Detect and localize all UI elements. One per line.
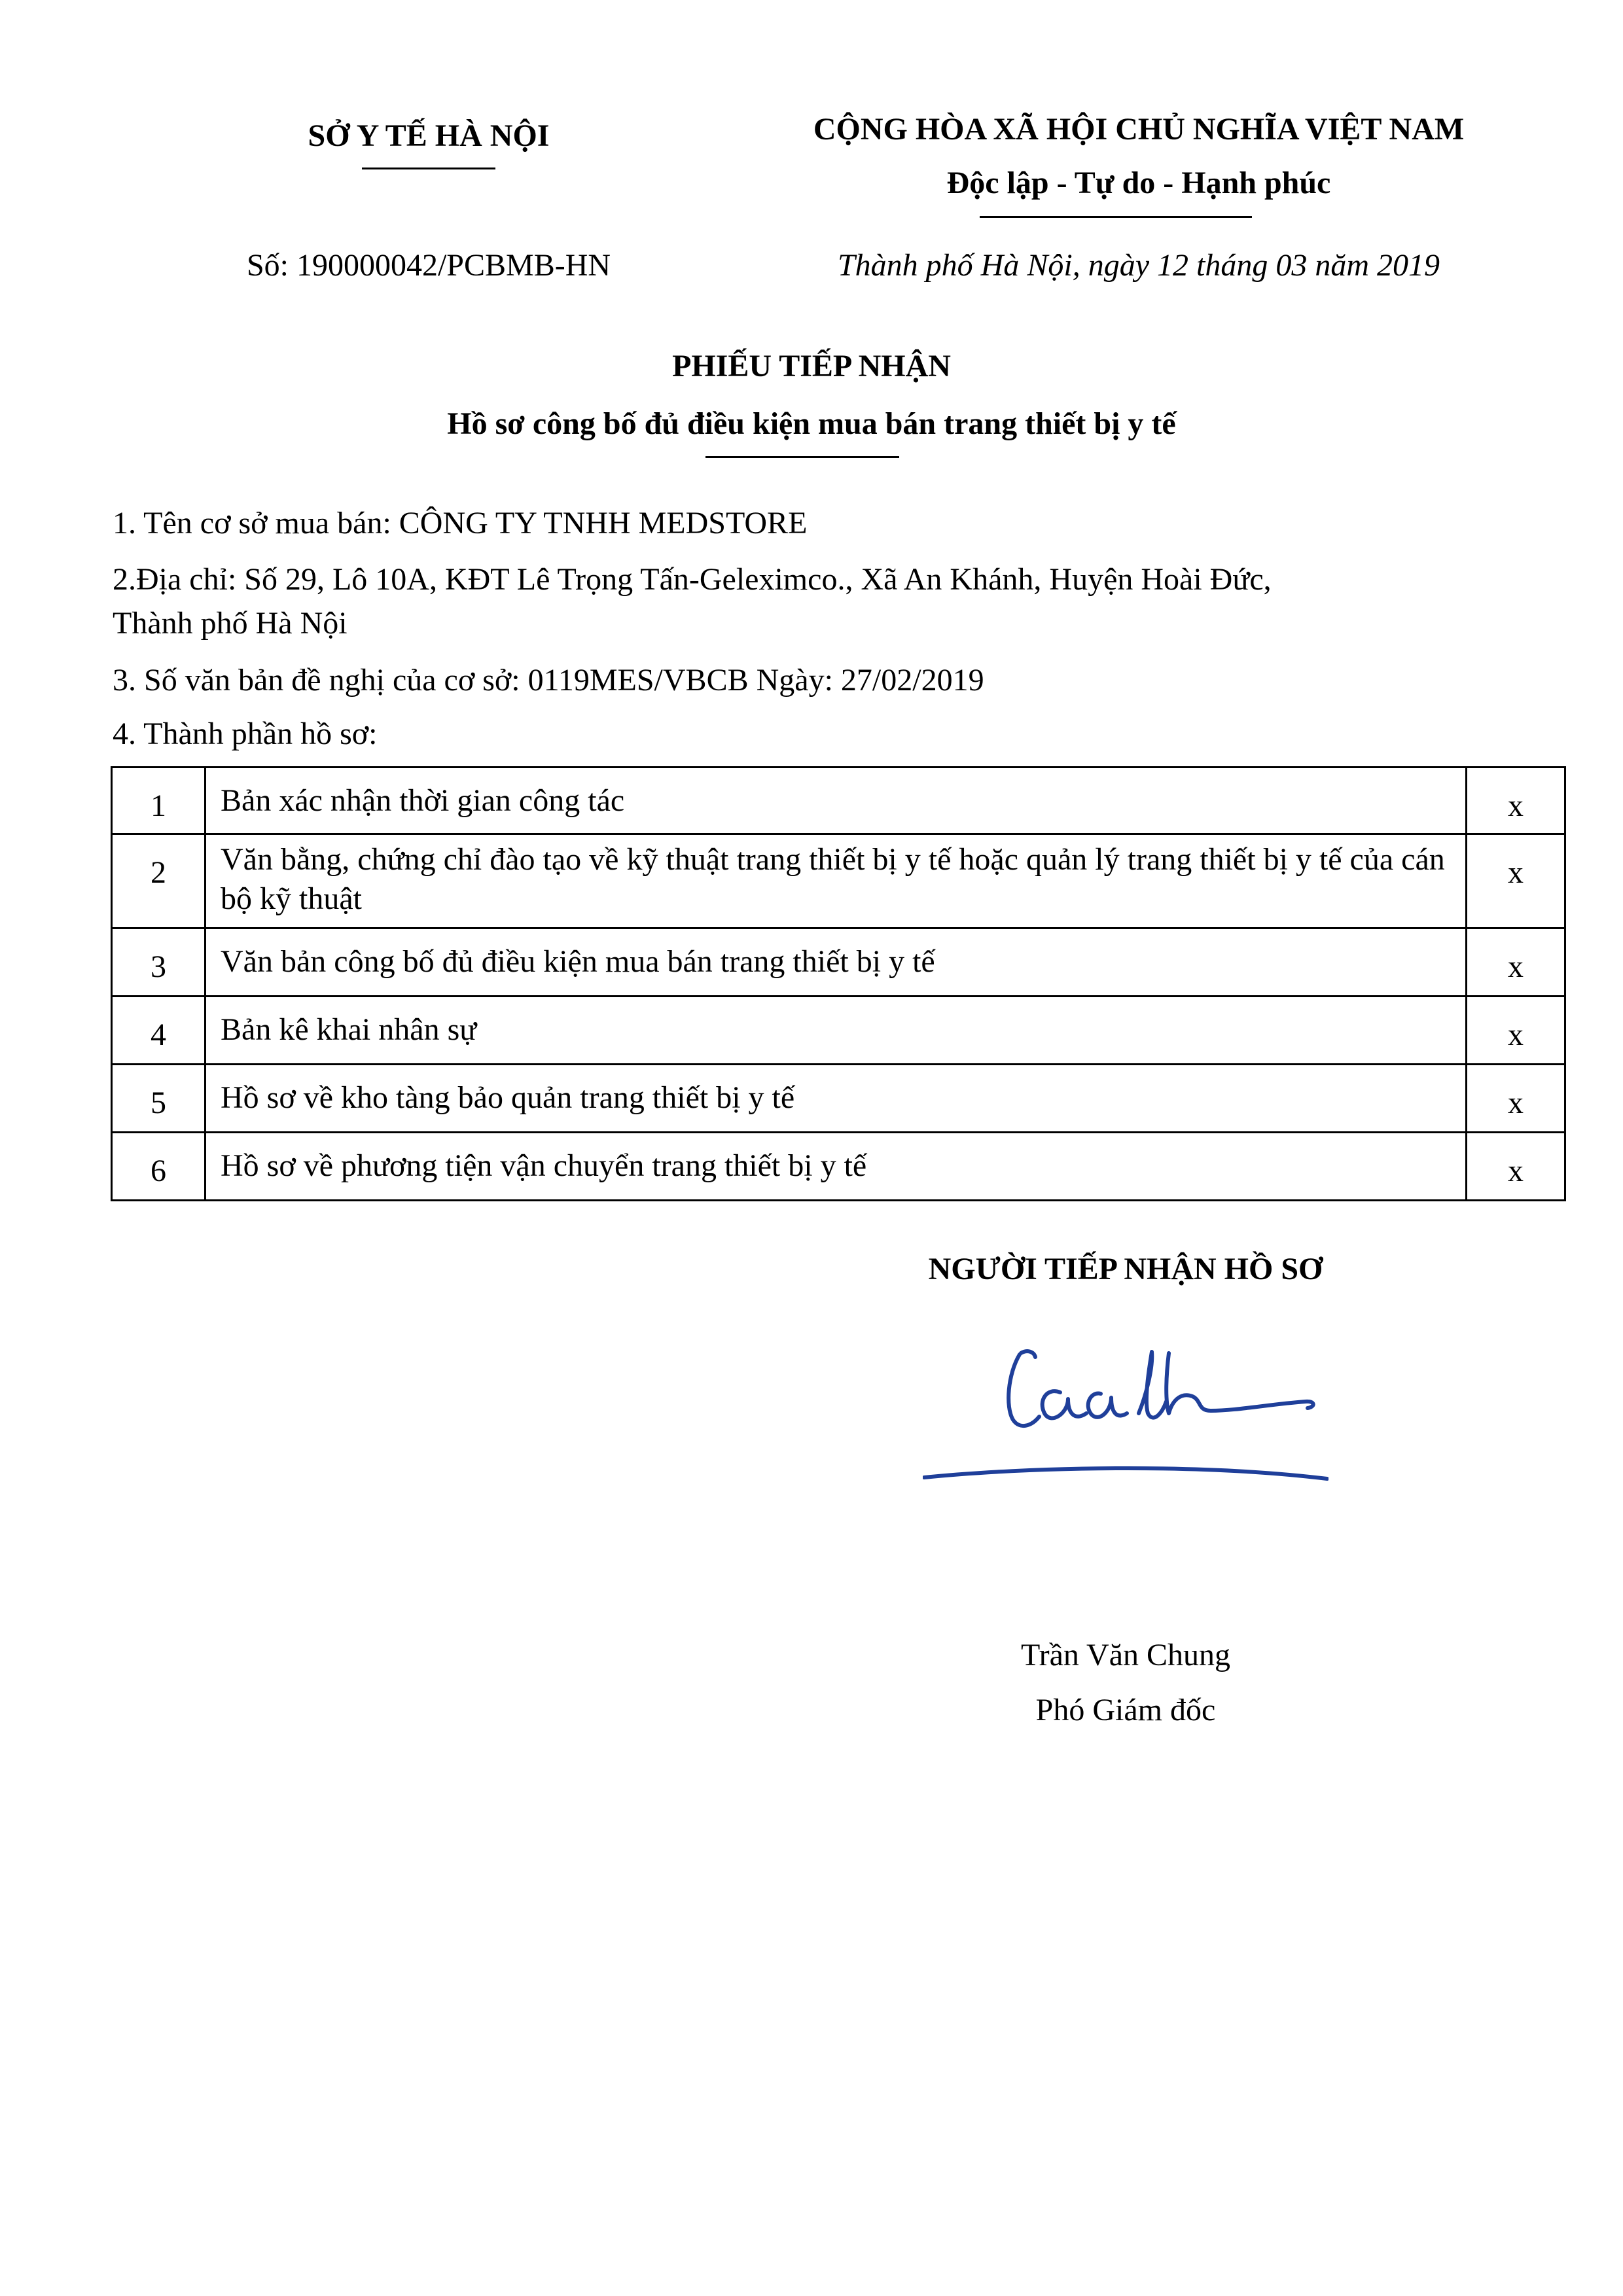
- document-subtitle: Hồ sơ công bố đủ điều kiện mua bán trang thiết bị y tế: [447, 406, 1176, 441]
- table-row: [112, 1133, 1565, 1201]
- table-row: [112, 834, 1565, 928]
- agency-underline: [362, 168, 495, 169]
- row-check-mark: x: [1467, 834, 1565, 928]
- request-document: 3. Số văn bản đề nghị của cơ sở: 0119MES/VBCB Ngày: 27/02/2019: [113, 663, 984, 698]
- document-date: Thành phố Hà Nội, ngày 12 tháng 03 năm 2019: [837, 248, 1440, 283]
- row-number: 5: [112, 1065, 205, 1133]
- row-check-mark: x: [1467, 1065, 1565, 1133]
- motto-underline: [980, 216, 1252, 218]
- signer-title: Phó Giám đốc: [1035, 1693, 1216, 1727]
- subtitle-underline: [705, 456, 899, 458]
- national-motto: Độc lập - Tự do - Hạnh phúc: [946, 166, 1331, 200]
- components-label: 4. Thành phần hồ sơ:: [113, 716, 378, 751]
- row-check-mark: x: [1467, 768, 1565, 834]
- table-row: [112, 1065, 1565, 1133]
- table-row: [112, 997, 1565, 1065]
- receiver-heading: NGƯỜI TIẾP NHẬN HỒ SƠ: [928, 1252, 1323, 1286]
- row-check-mark: x: [1467, 928, 1565, 997]
- row-number: 6: [112, 1133, 205, 1201]
- row-check-mark: x: [1467, 1133, 1565, 1201]
- row-check-mark: x: [1467, 997, 1565, 1065]
- table-row: [112, 768, 1565, 834]
- address-line-2: Thành phố Hà Nội: [113, 606, 348, 641]
- row-number: 2: [112, 834, 205, 928]
- signer-name: Trần Văn Chung: [1020, 1638, 1231, 1672]
- row-document-name: Văn bằng, chứng chỉ đào tạo về kỹ thuật trang thiết bị y tế hoặc quản lý trang thiết bị y tế của cán bộ kỹ thuật: [205, 834, 1467, 928]
- country-name: CỘNG HÒA XÃ HỘI CHỦ NGHĨA VIỆT NAM: [813, 112, 1465, 147]
- row-document-name: Văn bản công bố đủ điều kiện mua bán trang thiết bị y tế: [205, 928, 1467, 997]
- row-number: 4: [112, 997, 205, 1065]
- row-document-name: Bản kê khai nhân sự: [205, 997, 1467, 1065]
- documents-table: [111, 766, 1566, 1201]
- agency-name: SỞ Y TẾ HÀ NỘI: [308, 118, 550, 153]
- row-number: 3: [112, 928, 205, 997]
- handwritten-signature: [923, 1315, 1329, 1498]
- document-number: Số: 190000042/PCBMB-HN: [246, 248, 611, 283]
- table-row: [112, 928, 1565, 997]
- row-document-name: Hồ sơ về kho tàng bảo quản trang thiết bị y tế: [205, 1065, 1467, 1133]
- document-title: PHIẾU TIẾP NHẬN: [672, 349, 951, 383]
- row-number: 1: [112, 768, 205, 834]
- facility-name: 1. Tên cơ sở mua bán: CÔNG TY TNHH MEDSTORE: [113, 506, 808, 540]
- address-line-1: 2.Địa chỉ: Số 29, Lô 10A, KĐT Lê Trọng Tấn-Geleximco., Xã An Khánh, Huyện Hoài Đức,: [113, 562, 1272, 597]
- row-document-name: Hồ sơ về phương tiện vận chuyển trang thiết bị y tế: [205, 1133, 1467, 1201]
- row-document-name: Bản xác nhận thời gian công tác: [205, 768, 1467, 834]
